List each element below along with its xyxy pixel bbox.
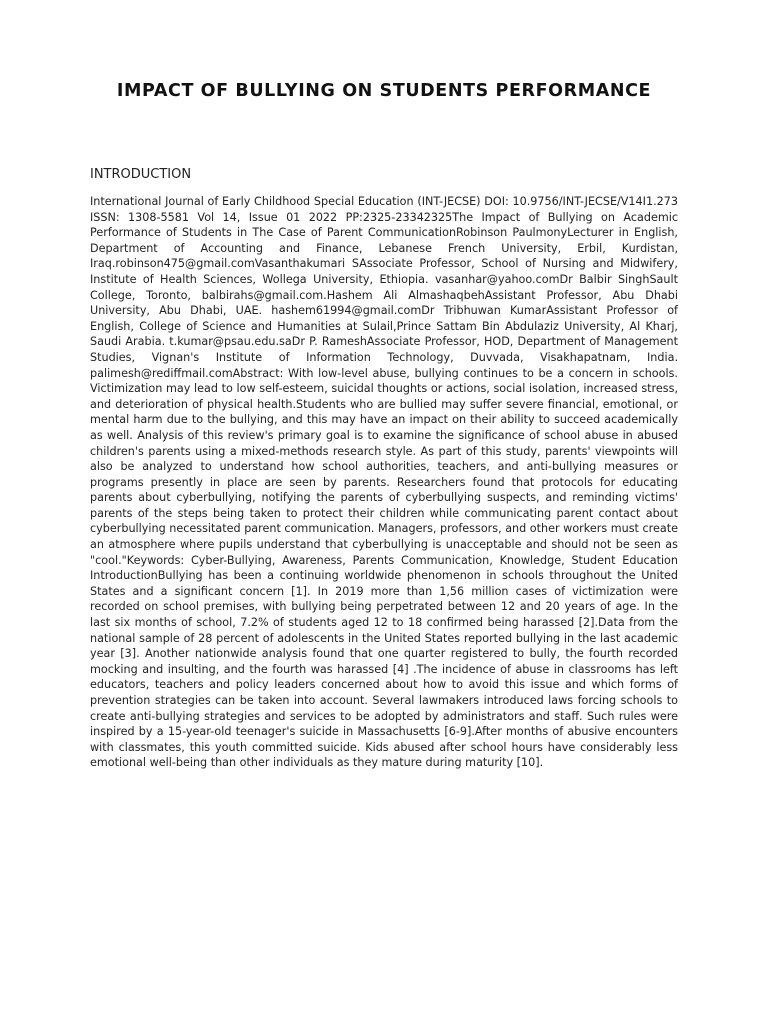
document-title: IMPACT OF BULLYING ON STUDENTS PERFORMANCE — [116, 81, 652, 101]
body-paragraph: International Journal of Early Childhood Special Education (INT-JECSE) DOI: 10.9756/INT-JECSE/V14I1.273 ISSN: 1308-5581 Vol 14, Issue 01 2022 PP:2325-23342325The Impact of Bullying on Academic Performance of Students in The Case of Parent CommunicationRobinson PaulmonyLecturer in English, Department of Accounting and Finance, Lebanese French University, Erbil, Kurdistan, Iraq.robinson475@gmail.comVasanthakumari SAssociate Professor, School of Nursing and Midwifery, Institute of Health Sciences, Wollega University, Ethiopia. vasanhar@yahoo.comDr Balbir SinghSault College, Toronto, balbirahs@gmail.com.Hashem Ali AlmashaqbehAssistant Professor, Abu Dhabi University, Abu Dhabi, UAE. hashem61994@gmail.comDr Tribhuwan KumarAssistant Professor of English, College of Science and Humanities at Sulail,Prince Sattam Bin Abdulaziz University, Al Kharj, Saudi Arabia. t.kumar@psau.edu.saDr P. RameshAssociate Professor, HOD, Department of Management Studies, Vignan's Institute of Information Technology, Duvvada, Visakhapatnam, India. palimesh@rediffmail.comAbstract: With low-level abuse, bullying continues to be a concern in schools. Victimization may lead to low self-esteem, suicidal thoughts or actions, social isolation, increased stress, and deterioration of physical health.Students who are bullied may suffer severe financial, emotional, or mental harm due to the bullying, and this may have an impact on their ability to succeed academically as well. Analysis of this review's primary goal is to examine the significance of school abuse in abused children's parents using a mixed-methods research style. As part of this study, parents' viewpoints will also be analyzed to understand how school authorities, teachers, and anti-bullying measures or programs presently in place are seen by parents. Researchers found that protocols for educating parents about cyberbullying, notifying the parents of cyberbullying suspects, and reminding victims' parents of the steps being taken to protect their children while communicating parent contact about cyberbullying necessitated parent communication. Managers, professors, and other workers must create an atmosphere where pupils understand that cyberbullying is unacceptable and should not be seen as "cool."Keywords: Cyber-Bullying, Awareness, Parents Communication, Knowledge, Student Education IntroductionBullying has been a continuing worldwide phenomenon in schools throughout the United States and a significant concern [1]. In 2019 more than 1,56 million cases of victimization were recorded on school premises, with bullying being perpetrated between 12 and 20 years of age. In the last six months of school, 7.2% of students aged 12 to 18 confirmed being harassed [2].Data from the national sample of 28 percent of adolescents in the United States reported bullying in the last academic year [3]. Another nationwide analysis found that one quarter registered to bully, the fourth recorded mocking and insulting, and the fourth was harassed [4] .The incidence of abuse in classrooms has left educators, teachers and policy leaders concerned about how to avoid this issue and which forms of prevention strategies can be taken into account. Several lawmakers introduced laws forcing schools to create anti-bullying strategies and services to be adopted by administrators and staff. Such rules were inspired by a 15-year-old teenager's suicide in Massachusetts [6-9].After months of abusive encounters with classmates, this youth committed suicide. Kids abused after school hours have considerably less emotional well-being than other individuals as they mature during maturity [10]. — [90, 195, 678, 770]
section-heading-introduction: INTRODUCTION — [90, 167, 192, 182]
